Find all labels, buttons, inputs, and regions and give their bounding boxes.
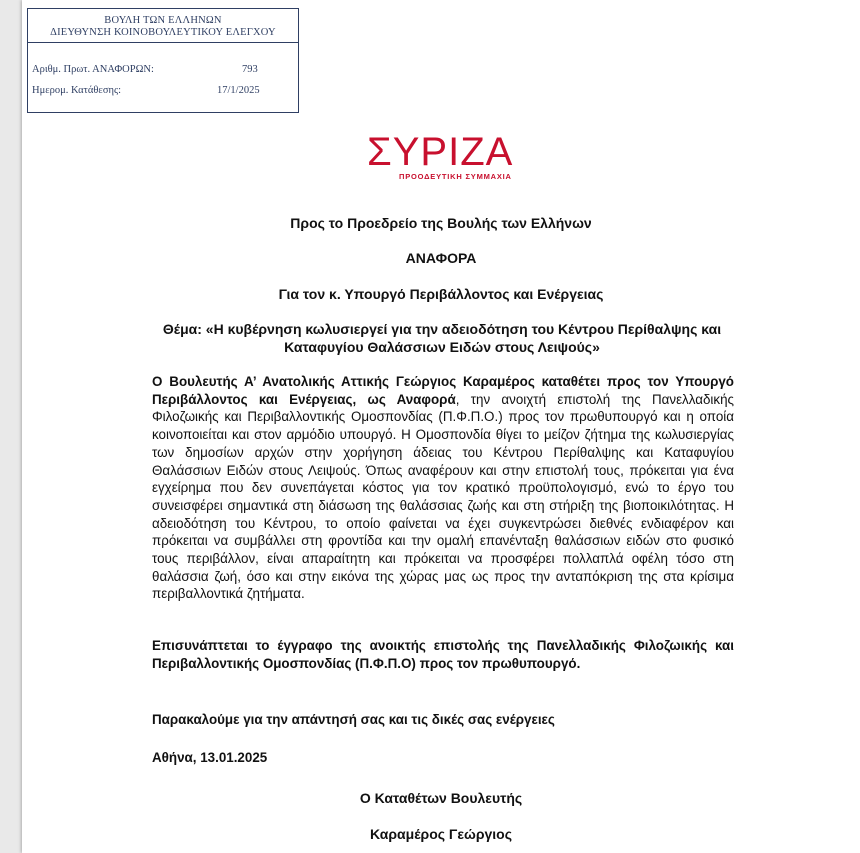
stamp-line2: ΔΙΕΥΘΥΝΣΗ ΚΟΙΝΟΒΟΥΛΕΥΤΙΚΟΥ ΕΛΕΓΧΟΥ [50,27,276,38]
date-value: 17/1/2025 [217,85,260,96]
protocol-value: 793 [242,64,258,75]
place-date: Αθήνα, 13.01.2025 [152,750,268,765]
signature-role: Ο Καταθέτων Βουλευτής [359,790,523,806]
body-rest: , την ανοιχτή επιστολή της Πανελλαδικής Φιλοζωικής και Περιβαλλοντικής Ομοσπονδίας (Π.Φ.Π.Ο.) προς τον πρωθυπουργό και η οποία κοινοποιείται και στον αρμόδιο υπουργό. Η Ομοσπονδία θίγει το μείζον ζήτημα της κωλυσιεργίας των δημοσίων αρχών στην χορήγηση άδειας του Κέντρου Περίθαλψης και Καταφυγίου Θαλάσσιων Ειδών στους Λειψούς. Όπως αναφέρουν και στην επιστολή τους, πρόκειται για ένα εγχείρημα που δεν συνεπάγεται κόστος για τον κρατικό προϋπολογισμό, ενώ το έργο του συνεισφέρει σημαντικά στη διάσωση της θαλάσσιας ζωής και στη στήριξη της βιοποικιλότητας. Η αδειοδότηση του Κέντρου, το οποίο φαίνεται να έχει συγκεντρώσει διεθνές ενδιαφέρον και πρόκειται να συμβάλλει στη φροντίδα και την ομαλή επανένταξη θαλάσσιων ειδών στο φυσικό τους περιβάλλον, είναι απαραίτητη και πρόκειται να προσφέρει πολλαπλά οφέλη τόσο στη θαλάσσια ζωή, όσο και στην εικόνα της χώρας μας ως προς την ανταπόκριση της στα κρίσιμα περιβαλλοντικά ζητήματα. [152,391,734,602]
parliament-stamp [27,8,299,113]
stamp-protocol-row [32,64,258,75]
syriza-logo [367,130,527,186]
stamp-line1: ΒΟΥΛΗ ΤΩΝ ΕΛΛΗΝΩΝ [104,15,222,26]
recipient: Για τον κ. Υπουργό Περιβάλλοντος και Ενέργειας [278,286,604,302]
body-paragraph [152,373,734,603]
body-intro-bold: Ο Βουλευτής Α’ Ανατολικής Αττικής Γεώργιος Καραμέρος καταθέτει προς τον Υπουργό Περιβάλλοντος και Ενέργειας, ως Αναφορά [152,374,734,407]
logo-tagline: ΠΡΟΟΔΕΥΤΙΚΗ ΣΥΜΜΑΧΙΑ [399,172,512,181]
signature-name: Καραμέρος Γεώργιος [370,826,512,842]
document-page [22,0,860,853]
stamp-date-row [32,85,260,96]
date-label: Ημερομ. Κατάθεσης: [32,85,122,96]
stamp-header [28,9,298,43]
addressee: Προς το Προεδρείο της Βουλής των Ελλήνων [290,215,592,231]
attachment-note: Επισυνάπτεται το έγγραφο της ανοικτής επιστολής της Πανελλαδικής Φιλοζωικής και Περιβαλλοντικής Ομοσπονδίας (Π.Φ.Π.Ο) προς τον πρωθυπουργό. [152,638,734,671]
protocol-label: Αριθμ. Πρωτ. ΑΝΑΦΟΡΩΝ: [32,64,154,75]
document-type: ΑΝΑΦΟΡΑ [405,250,477,266]
request-line: Παρακαλούμε για την απάντησή σας και τις δικές σας ενέργειες [152,712,555,727]
logo-name: ΣΥΡΙΖΑ [367,130,514,174]
subject: Θέμα: «Η κυβέρνηση κωλυσιεργεί για την αδειοδότηση του Κέντρου Περίθαλψης και Καταφυγίου Θαλάσσιων Ειδών στους Λειψούς» [162,321,722,355]
